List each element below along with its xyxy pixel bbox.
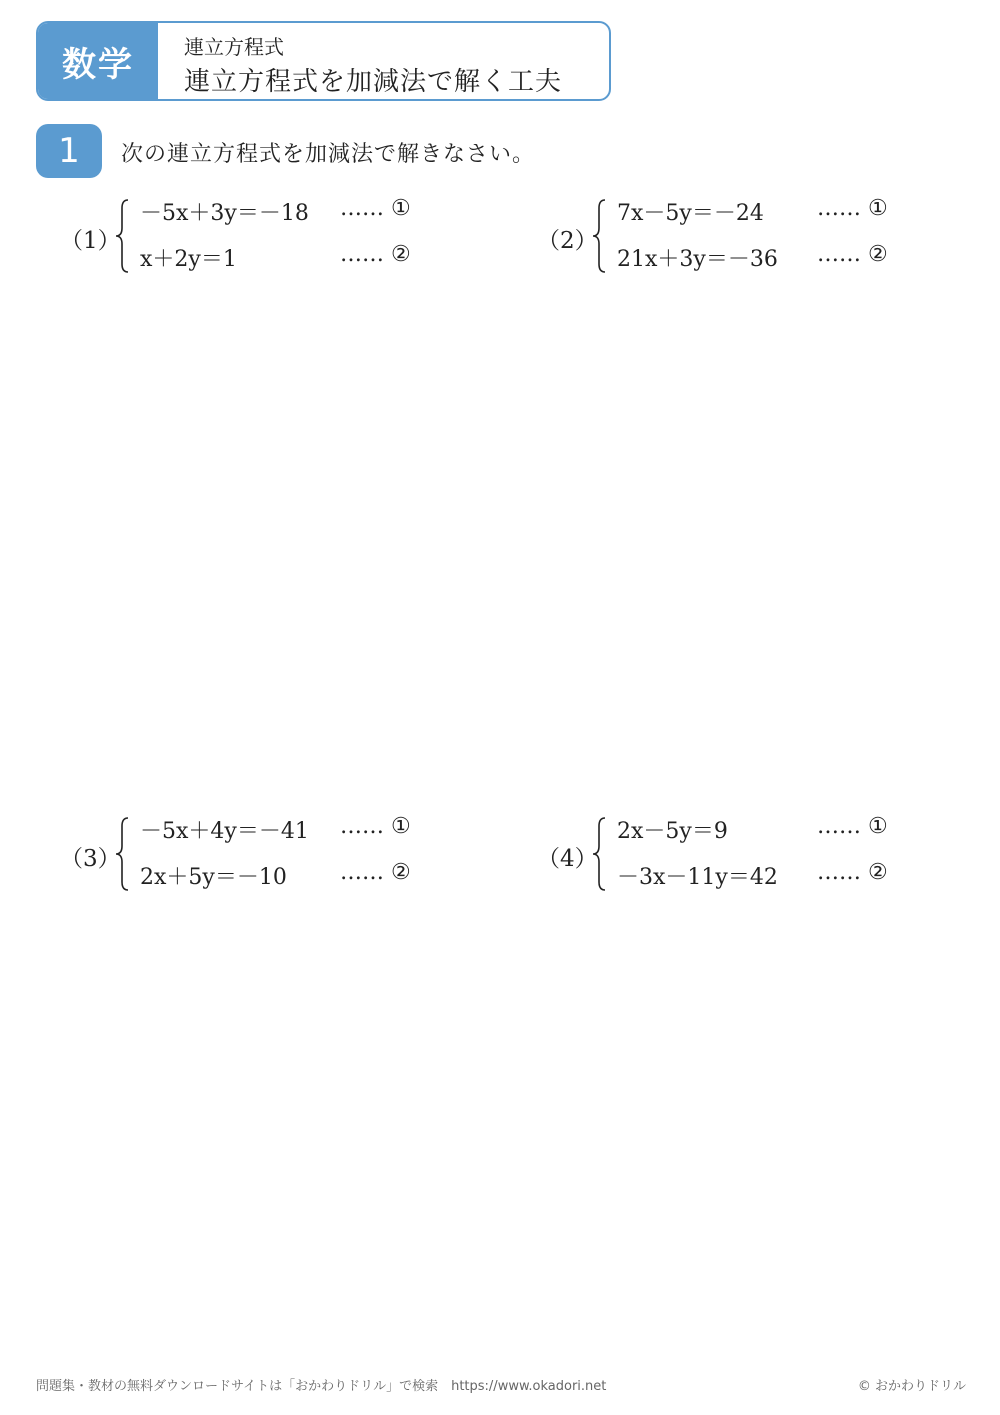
equation-2: 21x＋3y＝－36 [617, 247, 778, 272]
equation-marker-1: …… ① [817, 196, 888, 221]
equation-marker-2: …… ② [340, 242, 411, 267]
equation-marker-1: …… ① [817, 814, 888, 839]
equation-marker-2: …… ② [340, 860, 411, 885]
problem-label: （3） [60, 846, 121, 872]
problem-label: （2） [537, 228, 598, 254]
problem-1 [60, 196, 460, 286]
brace-icon [112, 196, 134, 276]
question-number-badge: 1 [36, 124, 102, 178]
equation-marker-1: …… ① [340, 814, 411, 839]
unit-label: 連立方程式 [184, 35, 284, 59]
brace-icon [589, 814, 611, 894]
worksheet-header [36, 21, 611, 101]
problem-3 [60, 814, 460, 904]
equation-marker-2: …… ② [817, 860, 888, 885]
brace-icon [589, 196, 611, 276]
equation-marker-1: …… ① [340, 196, 411, 221]
problem-2 [537, 196, 937, 286]
brace-icon [112, 814, 134, 894]
footer-copyright: © おかわりドリル [857, 1379, 966, 1394]
question-instruction: 次の連立方程式を加減法で解きなさい。 [121, 142, 536, 167]
lesson-title: 連立方程式を加減法で解く工夫 [184, 67, 563, 97]
footer-site-info: 問題集・教材の無料ダウンロードサイトは「おかわりドリル」で検索 https://www.okadori.net [36, 1379, 607, 1394]
equation-2: －3x－11y＝42 [617, 865, 778, 890]
equation-2: 2x＋5y＝－10 [140, 865, 287, 890]
problem-label: （4） [537, 846, 598, 872]
problem-label: （1） [60, 228, 121, 254]
equation-1: －5x＋4y＝－41 [140, 819, 309, 844]
problem-4 [537, 814, 937, 904]
subject-label: 数学 [38, 23, 158, 99]
equation-1: －5x＋3y＝－18 [140, 201, 309, 226]
equation-1: 7x－5y＝－24 [617, 201, 764, 226]
equation-2: x＋2y＝1 [140, 247, 237, 272]
equation-1: 2x－5y＝9 [617, 819, 728, 844]
equation-marker-2: …… ② [817, 242, 888, 267]
